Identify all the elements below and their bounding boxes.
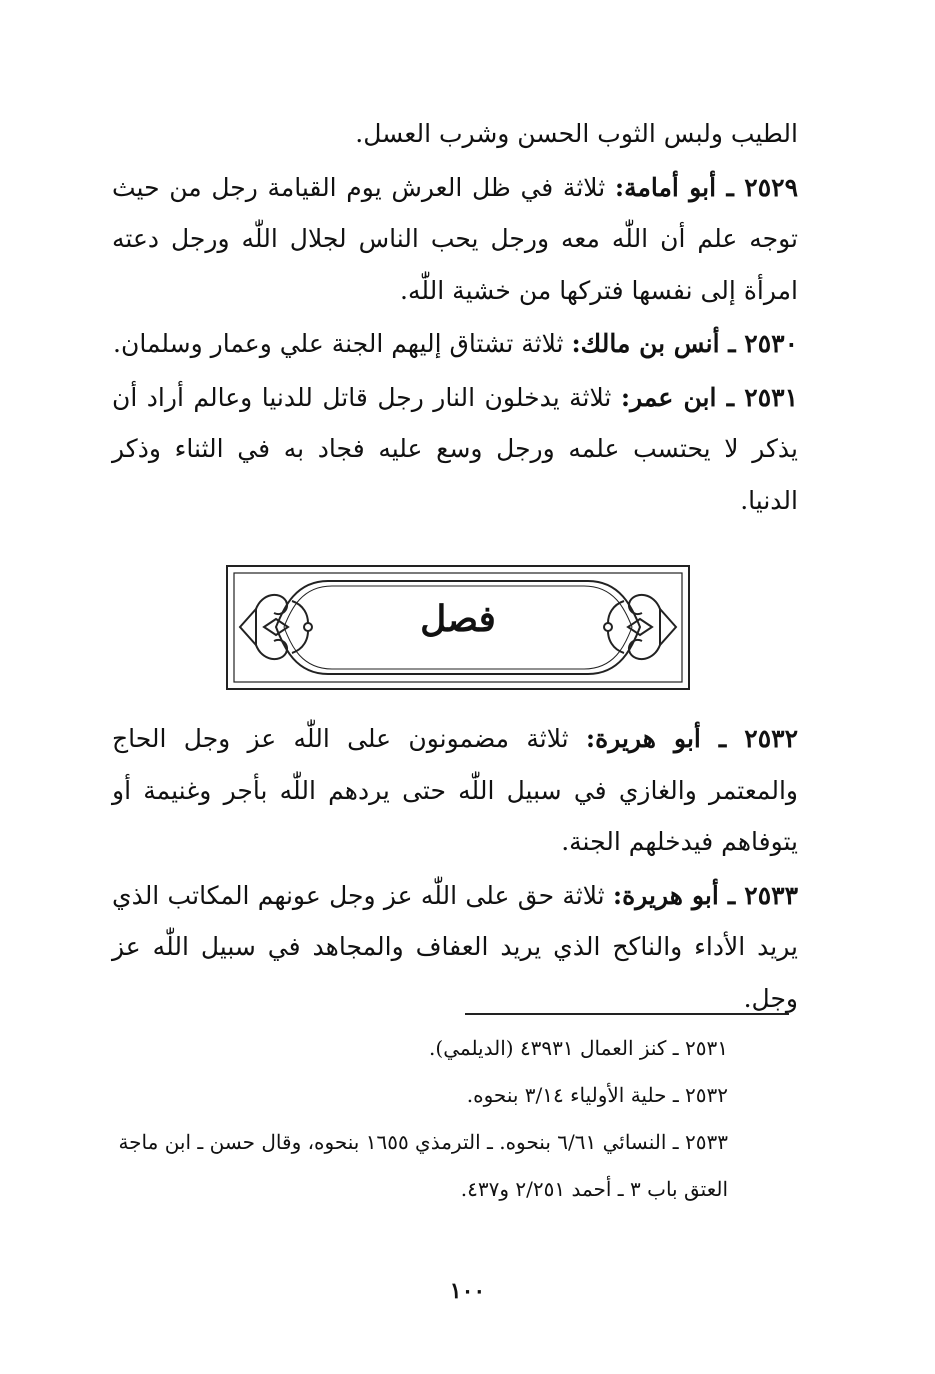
hadith-text: ثلاثة مضمونون على اللّٰه عز وجل الحاج والمعتمر والغازي في سبيل اللّٰه حتى يردهم اللّٰه بأجر وغنيمة أو يتوفاهم فيدخلهم الجنة.	[112, 724, 798, 856]
hadith-2533	[112, 870, 798, 1025]
hadith-text: ثلاثة في ظل العرش يوم القيامة رجل من حيث توجه علم أن اللّٰه معه ورجل يحب الناس لجلال اللّٰه ورجل دعته امرأة إلى نفسها فتركها من خشية اللّٰه.	[112, 172, 798, 305]
paragraph-text: الطيب ولبس الثوب الحسن وشرب العسل.	[355, 119, 798, 148]
hadith-number-narrator: ٢٥٣٢ ـ أبو هريرة:	[585, 724, 799, 753]
page-number: ١٠٠	[449, 1278, 486, 1304]
footnote-2533: ٢٥٣٣ ـ النسائي ٦/٦١ بنحوه. ـ الترمذي ١٦٥٥ بنحوه، وقال حسن ـ ابن ماجة العتق باب ٣ ـ أحمد ٢/٢٥١ و٤٣٧.	[118, 1130, 728, 1201]
paragraph-continuation	[112, 108, 798, 160]
hadith-text: ثلاثة يدخلون النار رجل قاتل للدنيا وعالم أراد أن يذكر لا يحتسب علمه ورجل وسع عليه فجاد به في الثناء وذكر الدنيا.	[112, 382, 798, 515]
hadith-number-narrator: ٢٥٣١ ـ ابن عمر:	[620, 382, 798, 412]
hadith-number-narrator: ٢٥٣٠ ـ أنس بن مالك:	[571, 329, 798, 358]
hadith-2530	[112, 318, 798, 370]
hadith-number-narrator: ٢٥٢٩ ـ أبو أمامة:	[614, 172, 798, 202]
section-title: فصل	[420, 598, 496, 640]
hadith-2529	[112, 162, 798, 317]
section-heading-frame	[226, 565, 690, 690]
footnotes	[108, 1025, 728, 1213]
hadith-2531	[112, 372, 798, 527]
footnote-2531: ٢٥٣١ ـ كنز العمال ٤٣٩٣١ (الديلمي).	[429, 1036, 728, 1060]
main-text	[112, 108, 798, 526]
hadith-2532	[112, 713, 798, 868]
hadith-text: ثلاثة تشتاق إليهم الجنة علي وعمار وسلمان.	[113, 329, 572, 358]
hadith-number-narrator: ٢٥٣٣ ـ أبو هريرة:	[612, 880, 798, 910]
footnote-2532: ٢٥٣٢ ـ حلية الأولياء ٣/١٤ بنحوه.	[466, 1083, 728, 1107]
footnote-divider	[465, 1013, 789, 1015]
main-text-after-section	[112, 713, 798, 1024]
hadith-text: ثلاثة حق على اللّٰه عز وجل عونهم المكاتب الذي يريد الأداء والناكح الذي يريد العفاف والمجاهد في سبيل اللّٰه عز وجل.	[112, 880, 798, 1013]
